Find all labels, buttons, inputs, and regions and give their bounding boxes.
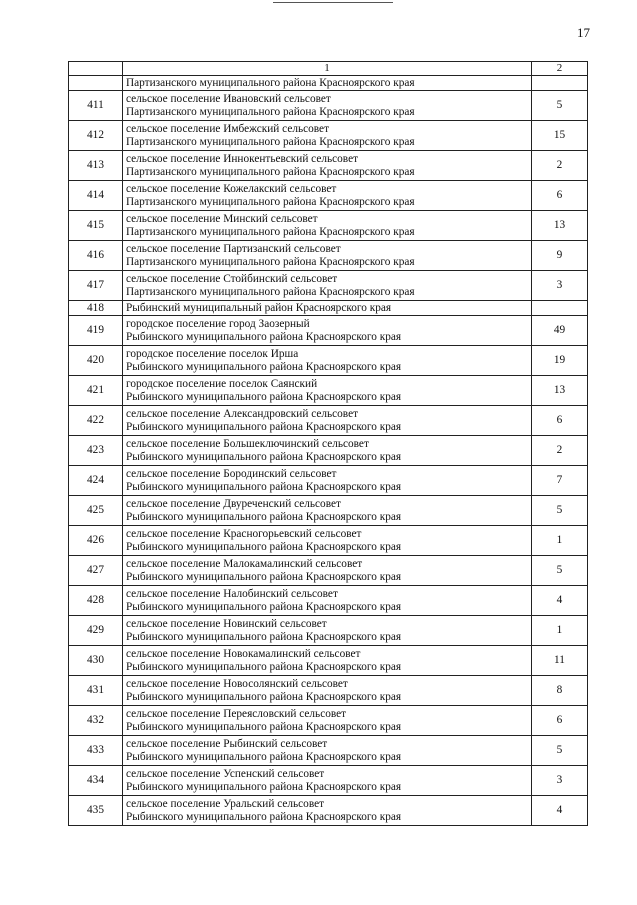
settlement-name-line: Рыбинский муниципальный район Красноярского края [126, 301, 392, 314]
settlement-name [123, 676, 532, 706]
table-row [69, 316, 588, 346]
settlement-name [123, 436, 532, 466]
row-number: 430 [69, 646, 123, 676]
settlement-name [123, 151, 532, 181]
table-row [69, 466, 588, 496]
row-number: 427 [69, 556, 123, 586]
settlement-name-line: Рыбинского муниципального района Красноярского края [126, 720, 402, 733]
page-number: 17 [577, 25, 590, 40]
table-row [69, 796, 588, 826]
table-row [69, 676, 588, 706]
settlement-name-line: Партизанского муниципального района Красноярского края [126, 195, 415, 208]
row-number: 417 [69, 271, 123, 301]
row-number: 433 [69, 736, 123, 766]
settlement-name-line: сельское поселение Красногорьевский сельсовет [126, 527, 362, 540]
row-value: 49 [532, 316, 588, 346]
row-value: 6 [532, 181, 588, 211]
settlement-name-line: сельское поселение Рыбинский сельсовет [126, 737, 328, 750]
row-number: 412 [69, 121, 123, 151]
table-row [69, 616, 588, 646]
table-row [69, 646, 588, 676]
table-row [69, 121, 588, 151]
top-rule [273, 2, 393, 3]
settlement-name-line: Рыбинского муниципального района Красноярского края [126, 390, 402, 403]
row-value: 1 [532, 526, 588, 556]
settlement-name-line: Рыбинского муниципального района Красноярского края [126, 600, 402, 613]
continuation-num-cell [69, 76, 123, 91]
settlement-name-line: Партизанского муниципального района Красноярского края [126, 105, 415, 118]
settlement-name-line: сельское поселение Иннокентьевский сельсовет [126, 152, 359, 165]
table-row [69, 706, 588, 736]
row-value [532, 301, 588, 316]
row-number: 422 [69, 406, 123, 436]
settlement-name [123, 346, 532, 376]
settlement-name-line: Партизанского муниципального района Красноярского края [126, 135, 415, 148]
settlement-name-line: Рыбинского муниципального района Красноярского края [126, 330, 402, 343]
settlement-name-line: Партизанского муниципального района Красноярского края [126, 285, 415, 298]
row-value: 11 [532, 646, 588, 676]
settlement-name-line: Рыбинского муниципального района Красноярского края [126, 570, 402, 583]
settlement-name [123, 766, 532, 796]
table-row [69, 736, 588, 766]
settlement-name-line: городское поселение поселок Ирша [126, 347, 299, 360]
settlement-name-line: сельское поселение Кожелакский сельсовет [126, 182, 337, 195]
settlement-name-line: Рыбинского муниципального района Красноярского края [126, 360, 402, 373]
settlement-name-line: сельское поселение Успенский сельсовет [126, 767, 325, 780]
row-number: 428 [69, 586, 123, 616]
settlement-name-line: Рыбинского муниципального района Красноярского края [126, 450, 402, 463]
table-row [69, 376, 588, 406]
settlement-name [123, 556, 532, 586]
row-number: 414 [69, 181, 123, 211]
row-number: 425 [69, 496, 123, 526]
table-row [69, 436, 588, 466]
settlement-name [123, 616, 532, 646]
settlement-name [123, 316, 532, 346]
row-number: 432 [69, 706, 123, 736]
row-number: 423 [69, 436, 123, 466]
table-row [69, 181, 588, 211]
settlement-name [123, 466, 532, 496]
row-number: 416 [69, 241, 123, 271]
settlement-name [123, 301, 532, 316]
header-col-2: 2 [532, 62, 588, 76]
row-number: 411 [69, 91, 123, 121]
row-value: 13 [532, 211, 588, 241]
row-value: 5 [532, 736, 588, 766]
continuation-text: Партизанского муниципального района Красноярского края [123, 76, 532, 91]
settlement-name-line: сельское поселение Новокамалинский сельсовет [126, 647, 361, 660]
row-value: 5 [532, 91, 588, 121]
row-value: 6 [532, 706, 588, 736]
header-col-1: 1 [123, 62, 532, 76]
row-value: 1 [532, 616, 588, 646]
settlement-name [123, 706, 532, 736]
settlement-name-line: сельское поселение Ивановский сельсовет [126, 92, 331, 105]
table-header-row [69, 62, 588, 76]
row-value: 5 [532, 496, 588, 526]
settlement-name-line: сельское поселение Переясловский сельсовет [126, 707, 347, 720]
row-number: 434 [69, 766, 123, 796]
row-value: 13 [532, 376, 588, 406]
row-number: 419 [69, 316, 123, 346]
settlement-name-line: Рыбинского муниципального района Красноярского края [126, 420, 402, 433]
row-value: 2 [532, 151, 588, 181]
settlement-name [123, 736, 532, 766]
settlement-name [123, 646, 532, 676]
settlement-name [123, 496, 532, 526]
settlement-name-line: Рыбинского муниципального района Красноярского края [126, 780, 402, 793]
settlement-name-line: Рыбинского муниципального района Красноярского края [126, 540, 402, 553]
continuation-value-cell [532, 76, 588, 91]
row-number: 429 [69, 616, 123, 646]
settlement-name-line: Рыбинского муниципального района Красноярского края [126, 750, 402, 763]
row-value: 3 [532, 766, 588, 796]
settlement-name-line: Партизанского муниципального района Красноярского края [126, 255, 415, 268]
row-value: 9 [532, 241, 588, 271]
row-value: 19 [532, 346, 588, 376]
settlement-name [123, 91, 532, 121]
settlement-name [123, 526, 532, 556]
settlement-name-line: сельское поселение Малокамалинский сельсовет [126, 557, 363, 570]
table-row [69, 211, 588, 241]
settlement-name-line: сельское поселение Новосолянский сельсовет [126, 677, 348, 690]
settlement-name-line: Партизанского муниципального района Красноярского края [126, 225, 415, 238]
settlement-name-line: сельское поселение Минский сельсовет [126, 212, 318, 225]
settlement-name-line: сельское поселение Партизанский сельсовет [126, 242, 341, 255]
settlement-name-line: сельское поселение Двуреченский сельсовет [126, 497, 341, 510]
row-number: 415 [69, 211, 123, 241]
table-row [69, 91, 588, 121]
row-number: 418 [69, 301, 123, 316]
settlement-name-line: Партизанского муниципального района Красноярского края [126, 165, 415, 178]
settlement-name [123, 181, 532, 211]
row-number: 435 [69, 796, 123, 826]
row-number: 424 [69, 466, 123, 496]
table-row [69, 556, 588, 586]
table-row [69, 151, 588, 181]
settlements-table [68, 61, 588, 826]
row-value: 6 [532, 406, 588, 436]
table-row [69, 526, 588, 556]
row-value: 4 [532, 586, 588, 616]
table-row [69, 241, 588, 271]
table-row [69, 271, 588, 301]
row-value: 8 [532, 676, 588, 706]
table-row [69, 346, 588, 376]
settlement-name [123, 121, 532, 151]
settlement-name [123, 241, 532, 271]
table-row [69, 496, 588, 526]
settlement-name [123, 586, 532, 616]
settlement-name [123, 796, 532, 826]
settlement-name [123, 406, 532, 436]
row-number: 413 [69, 151, 123, 181]
row-value: 7 [532, 466, 588, 496]
header-empty-cell [69, 62, 123, 76]
settlement-name-line: сельское поселение Бородинский сельсовет [126, 467, 337, 480]
settlement-name-line: сельское поселение Новинский сельсовет [126, 617, 327, 630]
settlement-name [123, 271, 532, 301]
table-row [69, 406, 588, 436]
settlement-name [123, 211, 532, 241]
table-row [69, 586, 588, 616]
settlement-name-line: сельское поселение Уральский сельсовет [126, 797, 325, 810]
settlement-name-line: сельское поселение Стойбинский сельсовет [126, 272, 338, 285]
row-value: 3 [532, 271, 588, 301]
row-number: 431 [69, 676, 123, 706]
settlement-name-line: сельское поселение Александровский сельсовет [126, 407, 359, 420]
settlement-name-line: Рыбинского муниципального района Красноярского края [126, 480, 402, 493]
settlement-name-line: Рыбинского муниципального района Красноярского края [126, 690, 402, 703]
settlement-name-line: городское поселение поселок Саянский [126, 377, 318, 390]
row-value: 15 [532, 121, 588, 151]
row-number: 421 [69, 376, 123, 406]
settlement-name-line: сельское поселение Большеключинский сельсовет [126, 437, 369, 450]
row-value: 5 [532, 556, 588, 586]
row-number: 420 [69, 346, 123, 376]
continuation-row [69, 76, 588, 91]
settlement-name [123, 376, 532, 406]
row-value: 2 [532, 436, 588, 466]
settlement-name-line: Рыбинского муниципального района Красноярского края [126, 660, 402, 673]
row-number: 426 [69, 526, 123, 556]
settlement-name-line: сельское поселение Имбежский сельсовет [126, 122, 330, 135]
table-row [69, 766, 588, 796]
settlement-name-line: городское поселение город Заозерный [126, 317, 310, 330]
settlement-name-line: Рыбинского муниципального района Красноярского края [126, 810, 402, 823]
table-row [69, 301, 588, 316]
settlement-name-line: Рыбинского муниципального района Красноярского края [126, 510, 402, 523]
settlement-name-line: Рыбинского муниципального района Красноярского края [126, 630, 402, 643]
settlement-name-line: сельское поселение Налобинский сельсовет [126, 587, 338, 600]
row-value: 4 [532, 796, 588, 826]
